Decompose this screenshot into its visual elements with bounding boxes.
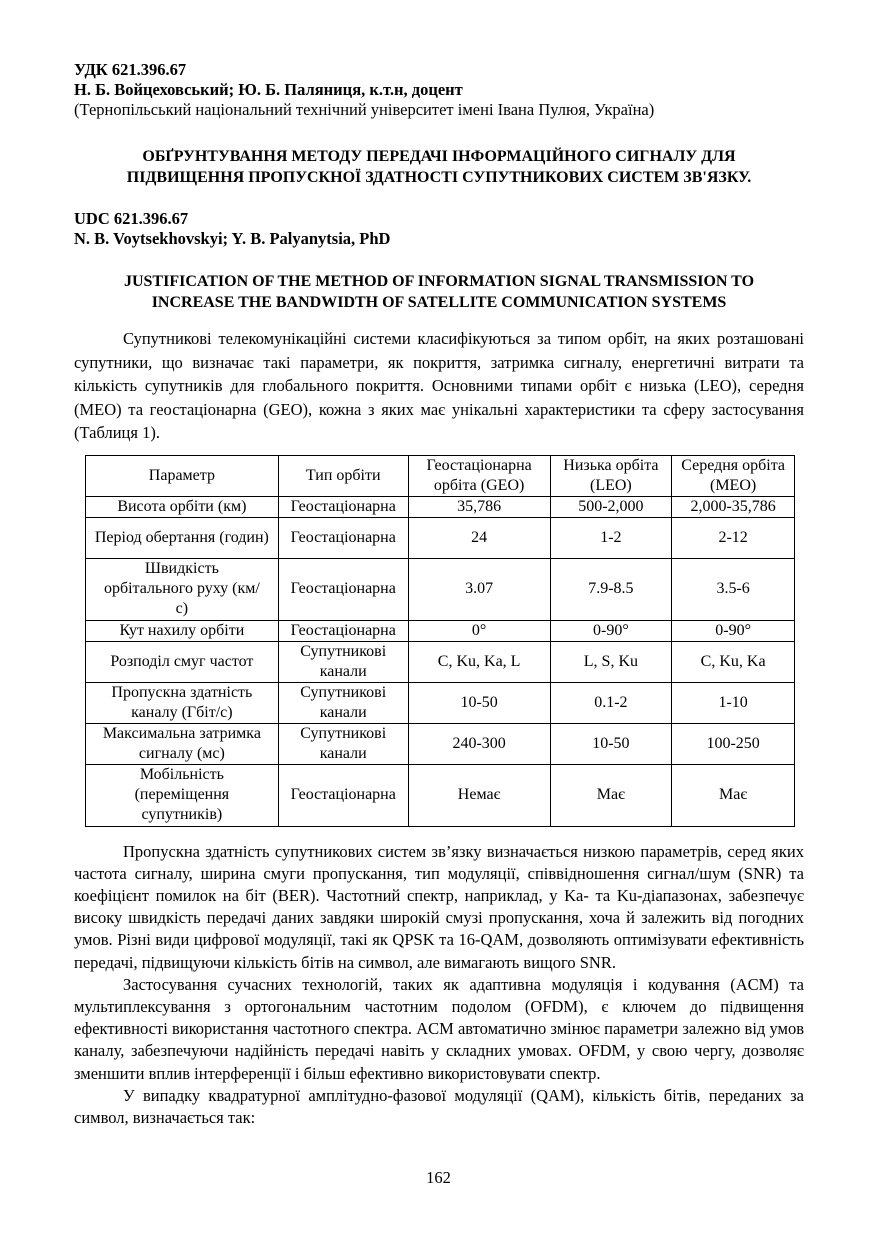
table-header-cell: Тип орбіти [278, 455, 408, 496]
table-cell: 0.1-2 [550, 682, 672, 723]
table-header-row [86, 455, 795, 496]
table-cell: Пропускна здатність каналу (Гбіт/с) [86, 682, 279, 723]
table-cell: C, Ku, Ka, L [408, 641, 550, 682]
page-content [74, 60, 804, 1129]
table-cell: Супутникові канали [278, 641, 408, 682]
title-ua-line-2: ПІДВИЩЕННЯ ПРОПУСКНОЇ ЗДАТНОСТІ СУПУТНИКОВИХ СИСТЕМ ЗВ'ЯЗКУ. [126, 169, 752, 186]
table-row [86, 641, 795, 682]
title-ua [74, 146, 804, 188]
title-en [74, 271, 804, 313]
table-cell: 1-10 [672, 682, 795, 723]
table-cell: 35,786 [408, 496, 550, 517]
table-row [86, 496, 795, 517]
table-cell: 10-50 [408, 682, 550, 723]
table-cell: 7.9-8.5 [550, 558, 672, 620]
table-cell: Період обертання (годин) [86, 517, 279, 558]
table-cell: 3.5-6 [672, 558, 795, 620]
table-cell: Геостаціонарна [278, 620, 408, 641]
table-cell: Має [672, 764, 795, 826]
page-number: 162 [426, 1168, 451, 1187]
table-cell: 0° [408, 620, 550, 641]
table-cell: 3.07 [408, 558, 550, 620]
table-cell: Супутникові канали [278, 682, 408, 723]
table-cell: 500-2,000 [550, 496, 672, 517]
table-cell: Швидкість орбітального руху (км/с) [86, 558, 279, 620]
table-cell: Розподіл смуг частот [86, 641, 279, 682]
table-cell: 1-2 [550, 517, 672, 558]
table-cell: 2-12 [672, 517, 795, 558]
table-cell: Геостаціонарна [278, 558, 408, 620]
authors-ua: Н. Б. Войцеховський; Ю. Б. Паляниця, к.т.н, доцент [74, 80, 463, 99]
table-cell: Супутникові канали [278, 723, 408, 764]
table-row [86, 764, 795, 826]
table-cell: Кут нахилу орбіти [86, 620, 279, 641]
table-cell: Геостаціонарна [278, 496, 408, 517]
table-cell: Має [550, 764, 672, 826]
paragraph-bandwidth: Пропускна здатність супутникових систем зв’язку визначається низкою параметрів, серед яких частота сигналу, ширина смуги пропускання, тип модуляції, співвідношення сигнал/шум (SNR) та коефіцієнт помилок на біт (BER). Частотний спектр, наприклад, у Ka- та Ku-діапазонах, забезпечує високу швидкість передачі даних завдяки широкій смузі пропускання, хоча й залежить від погодних умов. Різні види цифрової модуляції, такі як QPSK та 16-QAM, дозволяють оптимізувати ефективність передачі, підвищуючи кількість бітів на символ, але вимагають вищого SNR. [74, 841, 804, 972]
title-ua-line-1: ОБҐРУНТУВАННЯ МЕТОДУ ПЕРЕДАЧІ ІНФОРМАЦІЙНОГО СИГНАЛУ ДЛЯ [142, 148, 736, 165]
table-cell: Висота орбіти (км) [86, 496, 279, 517]
affiliation-ua: (Тернопільський національний технічний університет імені Івана Пулюя, Україна) [74, 100, 655, 119]
table-cell: C, Ku, Ka [672, 641, 795, 682]
table-row [86, 620, 795, 641]
table-header-cell: Геостаціонарна орбіта (GEO) [408, 455, 550, 496]
table-header-cell: Параметр [86, 455, 279, 496]
table-cell: 10-50 [550, 723, 672, 764]
table-cell: 100-250 [672, 723, 795, 764]
table-cell: 0-90° [672, 620, 795, 641]
paragraph-intro: Супутникові телекомунікаційні системи класифікуються за типом орбіт, на яких розташовані супутники, що визначає такі параметри, як покриття, затримка сигналу, енергетичні витрати та кількість супутників для глобального покриття. Основними типами орбіт є низька (LEO), середня (MEO) та геостаціонарна (GEO), кожна з яких має унікальні характеристики та сферу застосування (Таблиця 1). [74, 329, 804, 442]
table-header-cell: Низька орбіта (LEO) [550, 455, 672, 496]
table-header-cell: Середня орбіта (MEO) [672, 455, 795, 496]
table-cell: 24 [408, 517, 550, 558]
orbit-comparison-table [85, 455, 795, 827]
table-cell: 0-90° [550, 620, 672, 641]
table-row [86, 517, 795, 558]
udc-ua: УДК 621.396.67 [74, 60, 187, 79]
authors-en: N. B. Voytsekhovskyi; Y. B. Palyanytsia, PhD [74, 229, 391, 248]
table-cell: Мобільність (переміщення супутників) [86, 764, 279, 826]
table-cell: Геостаціонарна [278, 764, 408, 826]
table-cell: L, S, Ku [550, 641, 672, 682]
table-row [86, 558, 795, 620]
header-en [74, 209, 804, 249]
title-en-line-1: JUSTIFICATION OF THE METHOD OF INFORMATION SIGNAL TRANSMISSION TO [123, 273, 755, 290]
paragraph-qam: У випадку квадратурної амплітудно-фазової модуляції (QAM), кількість бітів, переданих за символ, визначається так: [74, 1085, 804, 1127]
title-en-line-2: INCREASE THE BANDWIDTH OF SATELLITE COMMUNICATION SYSTEMS [151, 294, 727, 311]
table-cell: 2,000-35,786 [672, 496, 795, 517]
paragraph-technologies: Застосування сучасних технологій, таких як адаптивна модуляція і кодування (ACM) та мультиплексування з ортогональним частотним подолом (OFDM), є ключем до підвищення ефективності використання частотного спектра. ACM автоматично змінює параметри залежно від умов каналу, забезпечуючи надійність передачі навіть у складних умовах. OFDM, у свою чергу, дозволяє зменшити вплив інтерференції і більш ефективно використовувати спектр. [74, 974, 804, 1083]
table-row [86, 682, 795, 723]
table-cell: Немає [408, 764, 550, 826]
table-cell: 240-300 [408, 723, 550, 764]
table-cell: Максимальна затримка сигналу (мс) [86, 723, 279, 764]
udc-en: UDC 621.396.67 [74, 209, 189, 228]
header-ua [74, 60, 804, 120]
table-cell: Геостаціонарна [278, 517, 408, 558]
table-row [86, 723, 795, 764]
